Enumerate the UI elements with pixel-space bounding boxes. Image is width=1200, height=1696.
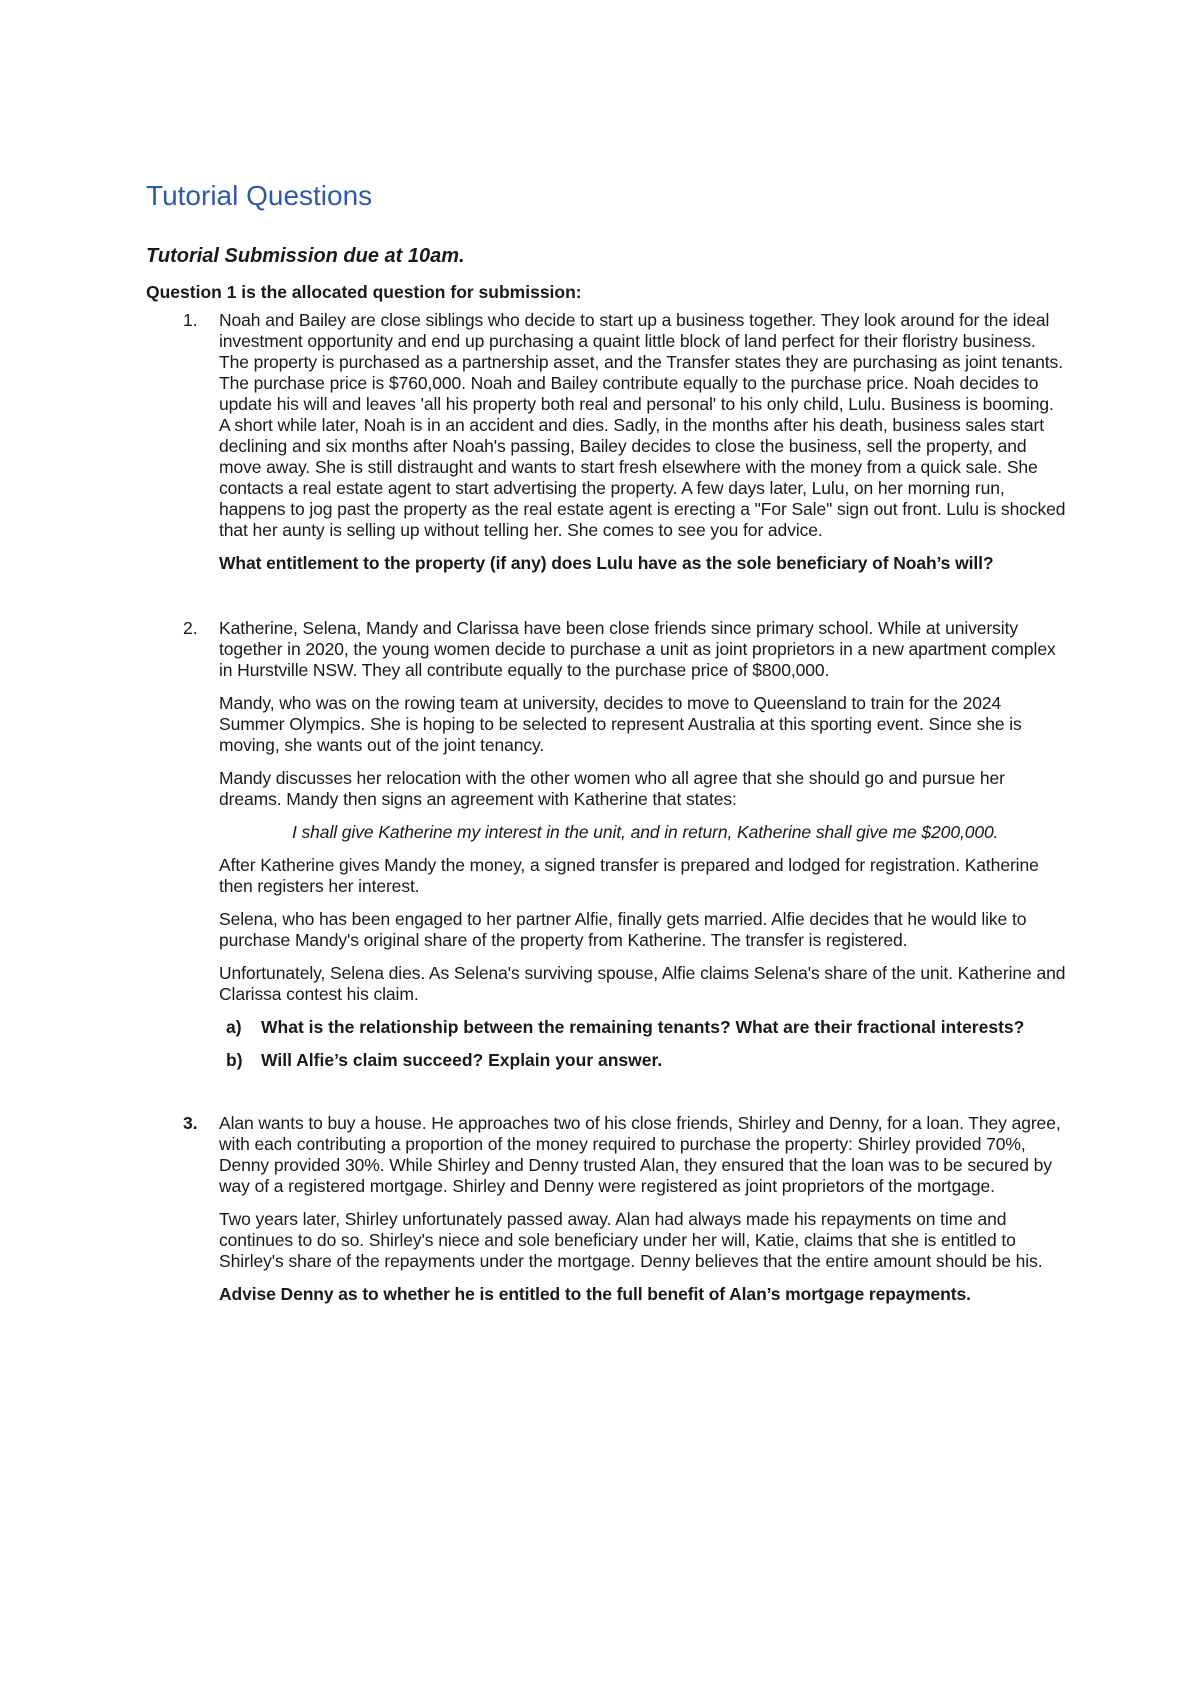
subquestion-text: Will Alfie’s claim succeed? Explain your answer. (261, 1050, 663, 1070)
subquestion-label: a) (226, 1017, 242, 1037)
subquestion-a (219, 1017, 1066, 1038)
allocated-question-note: Question 1 is the allocated question for submission: (146, 282, 582, 302)
document-page (146, 178, 1066, 1317)
question-number: 1. (183, 310, 198, 330)
question-number: 2. (183, 618, 198, 638)
question-paragraph: Mandy, who was on the rowing team at university, decides to move to Queensland to train for the 2024 Summer Olympics. She is hoping to be selected to represent Australia at this sporting event. Since she is moving, she wants out of the joint tenancy. (219, 693, 1022, 755)
question-number: 3. (183, 1113, 198, 1133)
question-3 (146, 1113, 1066, 1305)
subquestion-b (219, 1050, 1066, 1071)
question-paragraph: Noah and Bailey are close siblings who decide to start up a business together. They look around for the ideal investment opportunity and end up purchasing a quaint little block of land perfect for their floristry business. The property is purchased as a partnership asset, and the Transfer states they are purchasing as joint tenants. The purchase price is $760,000. Noah and Bailey contribute equally to the purchase price. Noah decides to update his will and leaves 'all his property both real and personal' to his only child, Lulu. Business is booming. A short while later, Noah is in an accident and dies. Sadly, in the months after his death, business sales start declining and six months after Noah's passing, Bailey decides to close the business, sell the property, and move away. She is still distraught and wants to start fresh elsewhere with the money from a quick sale. She contacts a real estate agent to start advertising the property. A few days later, Lulu, on her morning run, happens to jog past the property as the real estate agent is erecting a "For Sale" sign out front. Lulu is shocked that her aunty is selling up without telling her. She comes to see you for advice. (219, 310, 1066, 540)
page-title: Tutorial Questions (146, 180, 373, 211)
subquestion-text: What is the relationship between the remaining tenants? What are their fractional interests? (261, 1017, 1025, 1037)
question-2 (146, 618, 1066, 1071)
question-prompt: What entitlement to the property (if any) does Lulu have as the sole beneficiary of Noah’s will? (219, 553, 994, 573)
question-prompt: Advise Denny as to whether he is entitled to the full benefit of Alan’s mortgage repayments. (219, 1284, 971, 1304)
agreement-quote: I shall give Katherine my interest in the unit, and in return, Katherine shall give me $200,000. (292, 822, 999, 842)
subquestion-label: b) (226, 1050, 243, 1070)
question-paragraph: Two years later, Shirley unfortunately passed away. Alan had always made his repayments on time and continues to do so. Shirley's niece and sole beneficiary under her will, Katie, claims that she is entitled to Shirley's share of the repayments under the mortgage. Denny believes that the entire amount should be his. (219, 1209, 1043, 1271)
question-paragraph: Katherine, Selena, Mandy and Clarissa have been close friends since primary school. While at university together in 2020, the young women decide to purchase a unit as joint proprietors in a new apartment complex in Hurstville NSW. They all contribute equally to the purchase price of $800,000. (219, 618, 1056, 680)
submission-note: Tutorial Submission due at 10am. (146, 245, 465, 267)
question-paragraph: Unfortunately, Selena dies. As Selena's surviving spouse, Alfie claims Selena's share of the unit. Katherine and Clarissa contest his claim. (219, 963, 1066, 1004)
question-paragraph: Selena, who has been engaged to her partner Alfie, finally gets married. Alfie decides that he would like to purchase Mandy's original share of the property from Katherine. The transfer is registered. (219, 909, 1027, 950)
question-1 (146, 310, 1066, 574)
question-paragraph: After Katherine gives Mandy the money, a signed transfer is prepared and lodged for registration. Katherine then registers her interest. (219, 855, 1039, 896)
question-paragraph: Alan wants to buy a house. He approaches two of his close friends, Shirley and Denny, for a loan. They agree, with each contributing a proportion of the money required to purchase the property: Shirley provided 70%, Denny provided 30%. While Shirley and Denny trusted Alan, they ensured that the loan was to be secured by way of a registered mortgage. Shirley and Denny were registered as joint proprietors of the mortgage. (219, 1113, 1061, 1196)
question-paragraph: Mandy discusses her relocation with the other women who all agree that she should go and pursue her dreams. Mandy then signs an agreement with Katherine that states: (219, 768, 1005, 809)
